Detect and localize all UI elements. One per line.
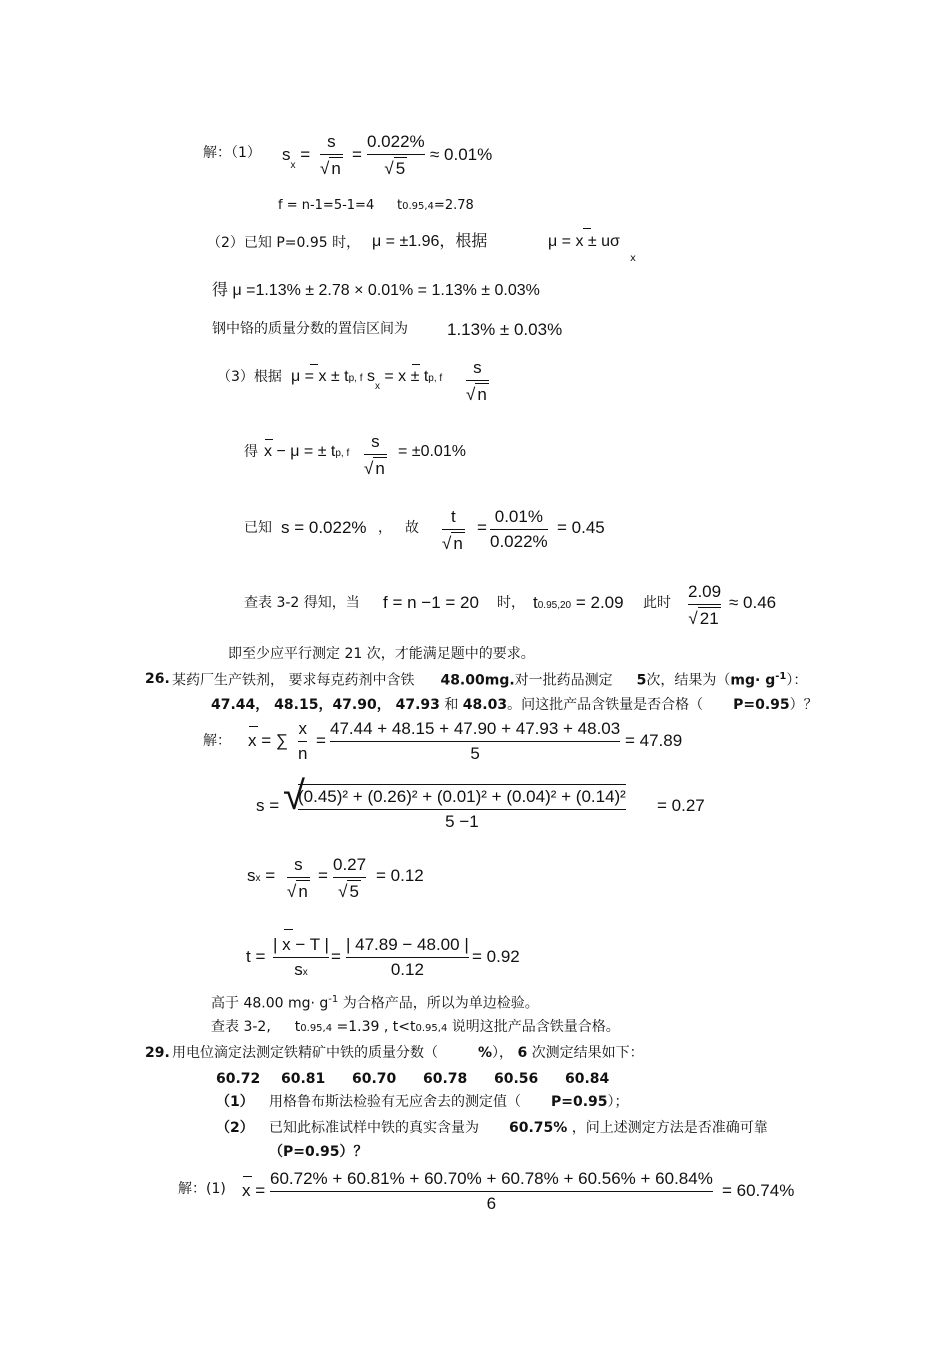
- lookup-shi: 时，: [497, 595, 525, 611]
- data-value: 60.72: [216, 1071, 261, 1087]
- s-fraction: (0.45)² + (0.26)² + (0.01)² + (0.04)² + (0.14)² 5 −1: [298, 784, 626, 832]
- interval-text: 钢中铬的质量分数的置信区间为: [212, 321, 408, 337]
- t-frac1: | x − T | sx: [273, 935, 329, 979]
- conclusion-25: 即至少应平行测定 21 次，才能满足题中的要求。: [228, 646, 535, 662]
- problem-number-29: 29.: [145, 1045, 170, 1061]
- solution-label-26: 解：: [203, 733, 231, 749]
- question-26: 某药厂生产铁剂， 要求每克药剂中含铁 48.00mg.对一批药品测定 5次，结果为$(mg\cdot g^{-1})$：: [172, 671, 808, 689]
- sx-result: = 0.12: [376, 866, 424, 885]
- t-lhs: t =: [246, 947, 266, 966]
- sqrt-symbol: √: [283, 774, 305, 818]
- lookup-t: t0.95,20 = 2.09: [533, 593, 624, 612]
- t-over-sqrt-n: t √ n: [442, 507, 463, 553]
- mean29-result: = 60.74%: [722, 1181, 795, 1200]
- fraction-s-over-sqrt-n-2: s √ n: [466, 358, 487, 404]
- lookup-cishi: 此时: [643, 595, 671, 611]
- known-prefix: 已知: [244, 520, 272, 536]
- lookup-text: 查表 3-2 得知，当: [244, 595, 360, 611]
- sub2-p: （P=0.95）？: [269, 1144, 368, 1160]
- t-ratio-fraction: 0.01% 0.022%: [490, 507, 548, 551]
- data-26: 47.44， 48.15，47.90， 47.93 和 48.03。问这批产品含铁量是否合格（ P=0.95）？: [211, 697, 818, 713]
- lookup-result: ≈ 0.46: [729, 593, 777, 612]
- fraction-s-over-sqrt-n-3: s √ n: [364, 432, 385, 478]
- mean-big-fraction: 47.44 + 48.15 + 47.90 + 47.93 + 48.03 5: [330, 719, 621, 763]
- mu-u-value: μ = ±1.96，根据: [372, 233, 488, 250]
- mean29-fraction: 60.72% + 60.81% + 60.70% + 60.78% + 60.56% + 60.84% 6: [270, 1169, 713, 1213]
- data-value: 60.78: [423, 1071, 468, 1087]
- gu: 故: [405, 520, 419, 536]
- mu-formula: μ = x ± uσ: [548, 233, 620, 250]
- lookup-f: f = n −1 = 20: [383, 593, 479, 612]
- data-value: 60.81: [281, 1071, 326, 1087]
- known-s: s = 0.022%: [281, 518, 367, 537]
- fraction-s-over-sqrt-n: s √ n: [320, 132, 341, 178]
- data-value: 60.84: [565, 1071, 610, 1087]
- data-row-29: [216, 1072, 636, 1086]
- s-x-symbol: $s_x$ =: [282, 145, 311, 171]
- s-result: = 0.27: [657, 796, 705, 815]
- de2-prefix: 得: [244, 444, 258, 460]
- mean-lhs: x = ∑: [248, 731, 288, 750]
- degrees-freedom: f = n-1=5-1=4: [278, 198, 375, 213]
- s-lhs: s =: [256, 796, 280, 815]
- chabiao-line: 查表 3-2, t0.95,4 =1.39 , t<t0.95,4 说明这批产品含铁量合格。: [211, 1019, 620, 1035]
- fraction-value: 0.022% √ 5: [367, 132, 425, 178]
- mean29-lhs: x =: [242, 1181, 266, 1200]
- interval-calc: 得 μ =1.13% ± 2.78 × 0.01% = 1.13% ± 0.03%: [212, 282, 540, 299]
- gaoyu-line: 高于 48.00 $mg\cdot g^{-1}$ 为合格产品，所以为单边检验。: [211, 994, 539, 1012]
- part3-eq-a: μ = x ± tp, f $s_x = x$ ± tp, f: [291, 368, 443, 392]
- sx-frac2: 0.27 √ 5: [333, 855, 367, 901]
- interval-value: 1.13% ± 0.03%: [447, 320, 563, 339]
- data-value: 60.70: [352, 1071, 397, 1087]
- part2-text: （2）已知 P=0.95 时，: [207, 235, 361, 251]
- lookup-fraction: 2.09 √ 21: [688, 582, 722, 628]
- mean-x-over-n: x n: [298, 719, 308, 763]
- sx-frac1: s √ n: [287, 855, 308, 901]
- de2-eq: x − μ = ± tp, f: [264, 443, 350, 460]
- mean-result: = 47.89: [625, 731, 683, 750]
- t-ratio-result: = 0.45: [557, 518, 605, 537]
- question-29: 用电位滴定法测定铁精矿中铁的质量分数（ %）， 6 次测定结果如下：: [172, 1045, 644, 1061]
- data-value: 60.56: [494, 1071, 539, 1087]
- sub1-text: 用格鲁布斯法检验有无应舍去的测定值（ P=0.95）；: [269, 1094, 629, 1110]
- problem-number-26: 26.: [145, 671, 170, 687]
- eq1-result: ≈ 0.01%: [430, 145, 493, 164]
- t-result: = 0.92: [472, 947, 520, 966]
- sub1-number: （1）: [216, 1094, 254, 1110]
- solution-label: 解：（1）: [203, 145, 261, 161]
- separator: ，: [378, 520, 392, 536]
- part3-prefix: （3）根据: [217, 369, 282, 385]
- sx-lhs: sx =: [247, 866, 276, 885]
- solution-label-29: 解：(1): [178, 1181, 226, 1197]
- sigma-sub: x: [630, 253, 636, 264]
- t-frac2: | 47.89 − 48.00 | 0.12: [346, 935, 469, 979]
- sub2-number: （2）: [216, 1120, 254, 1136]
- sub2-text: 已知此标准试样中铁的真实含量为 60.75% ，问上述测定方法是否准确可靠: [269, 1120, 768, 1136]
- t-value: t0.95,4=2.78: [397, 198, 474, 213]
- de2-result: = ±0.01%: [398, 443, 466, 460]
